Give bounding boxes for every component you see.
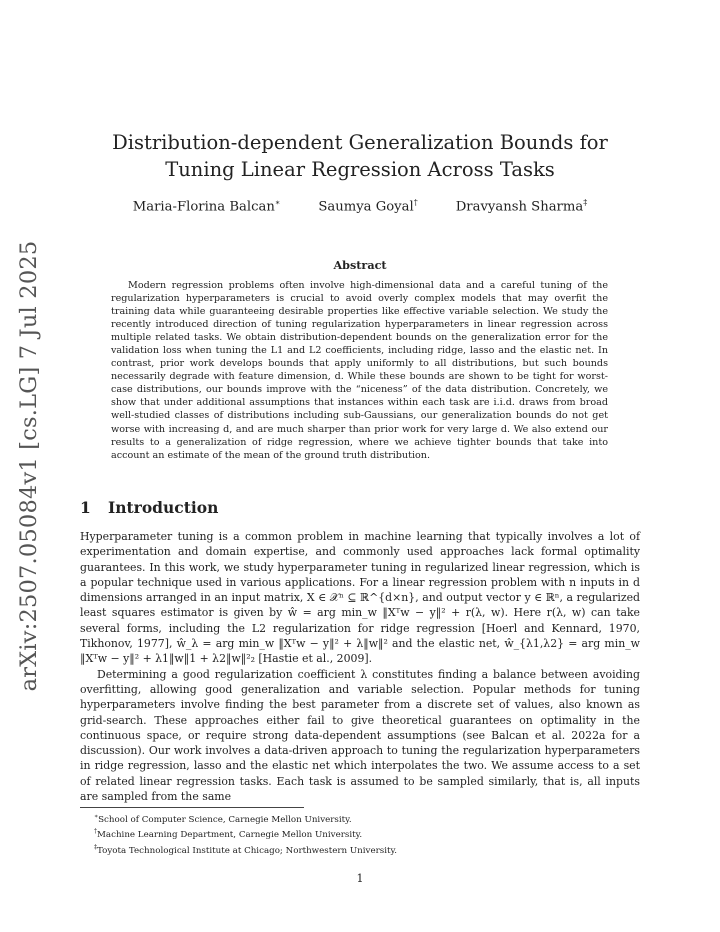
footnote: †Machine Learning Department, Carnegie Mellon University.: [94, 828, 363, 841]
author: Saumya Goyal†: [318, 198, 418, 215]
author-list: [80, 198, 640, 214]
footnote-divider: [80, 807, 304, 808]
footnotes: [94, 811, 397, 857]
body-text: [80, 529, 640, 804]
paragraph: Determining a good regularization coefficient λ constitutes finding a balance between avoiding overfitting, allowing good generalization and variable selection. Popular methods for tuning hyperparameters involve finding the best parameter from a discrete set of values, also known as grid-search. These approaches either fail to give theoretical guarantees on optimality in the continuous space, or require strong data-dependent assumptions (see Balcan et al. 2022a for a discussion). Our work involves a data-driven approach to tuning the regularization hyperparameters in ridge regression, lasso and the elastic net which interpolates the two. We assume access to a set of related linear regression tasks. Each task is assumed to be sampled similarly, that is, all inputs are sampled from the same: [80, 667, 640, 804]
paper-title: Distribution-dependent Generalization Bounds for Tuning Linear Regression Across Tasks: [112, 131, 608, 181]
section-heading: 1 Introduction: [80, 498, 219, 517]
abstract-text: Modern regression problems often involve high-dimensional data and a careful tuning of the regularization hyperparameters is crucial to avoid overly complex models that may overfit the training data while guaranteeing desirable properties like effective variable selection. We study the recently introduced direction of tuning regularization hyperparameters in linear regression across multiple related tasks. We obtain distribution-dependent bounds on the generalization error for the validation loss when tuning the L1 and L2 coefficients, including ridge, lasso and the elastic net. In contrast, prior work develops bounds that apply uniformly to all distributions, but such bounds necessarily degrade with feature dimension, d. While these bounds are shown to be tight for worst-case distributions, our bounds improve with the “niceness” of the data distribution. Concretely, we show that under additional assumptions that instances within each task are i.i.d. draws from broad well-studied classes of distributions including sub-Gaussians, our generalization bounds do not get worse with increasing d, and are much sharper than prior work for very large d. We also extend our results to a generalization of ridge regression, where we achieve tighter bounds that take into account an estimate of the mean of the ground truth distribution.: [111, 280, 608, 461]
paragraph: Hyperparameter tuning is a common problem in machine learning that typically involves a lot of experimentation and domain expertise, and commonly used approaches lack formal optimality guarantees. In this work, we study hyperparameter tuning in regularized linear regression, which is a popular technique used in various applications. For a linear regression problem with n inputs in d dimensions arranged in an input matrix, X ∈ 𝒳ⁿ ⊆ ℝ^{d×n}, and output vector y ∈ ℝⁿ, a regularized least squares estimator is given by ŵ = arg min_w ‖Xᵀw − y‖² + r(λ, w). Here r(λ, w) can take several forms, including the L2 regularization for ridge regression [Hoerl and Kennard, 1970, Tikhonov, 1977], ŵ_λ = arg min_w ‖Xᵀw − y‖² + λ‖w‖² and the elastic net, ŵ_{λ1,λ2} = arg min_w ‖Xᵀw − y‖² + λ1‖w‖1 + λ2‖w‖²₂ [Hastie et al., 2009].: [80, 530, 640, 666]
footnote: ∗School of Computer Science, Carnegie Mellon University.: [94, 813, 352, 825]
author: Dravyansh Sharma‡: [455, 198, 588, 215]
page-number: 1: [356, 872, 364, 885]
abstract-heading: Abstract: [333, 258, 387, 272]
arxiv-identifier: arXiv:2507.05084v1 [cs.LG] 7 Jul 2025: [16, 240, 42, 692]
author: Maria-Florina Balcan∗: [132, 198, 281, 215]
footnote: ‡Toyota Technological Institute at Chicago; Northwestern University.: [94, 843, 397, 856]
